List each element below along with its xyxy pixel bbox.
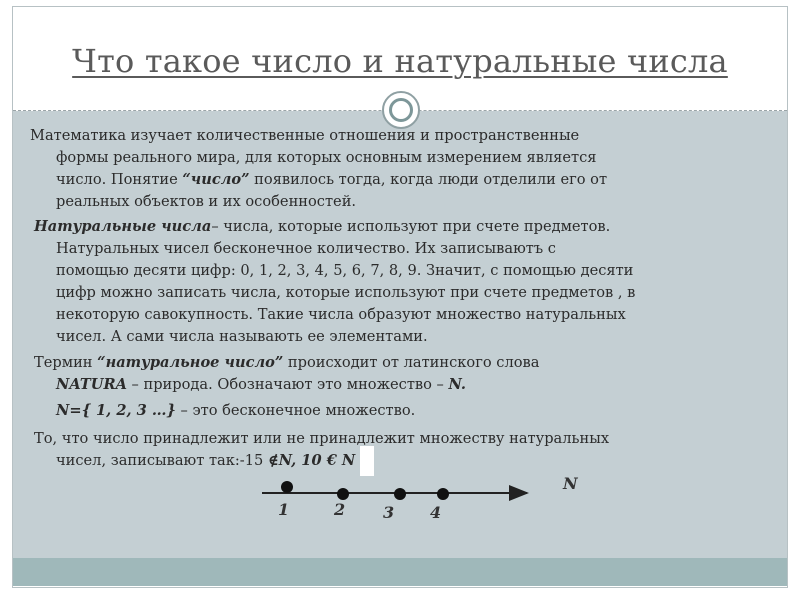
p3-natura: NATURA <box>56 376 127 393</box>
p2-line3: помощью десяти цифр: 0, 1, 2, 3, 4, 5, 6, 7, 8, 9. Значит, с помощью десяти <box>56 262 634 279</box>
number-line-label-3: 3 <box>383 503 395 522</box>
number-line-point-2 <box>337 488 349 500</box>
p4-line2-a: чисел, записывают так:-15 <box>56 452 268 469</box>
p2-line1-b: – числа, которые используют при счете предметов. <box>211 218 611 235</box>
p3-line2-b: – природа. Обозначают это множество – <box>126 376 449 393</box>
p3-line3-b: – это бесконечное множество. <box>175 402 416 419</box>
number-line-label-2: 2 <box>334 500 346 519</box>
p1-term-number: “число” <box>182 171 250 188</box>
number-line-point-1 <box>281 481 293 493</box>
p3-set-n: N. <box>448 376 466 393</box>
p2-line6: чисел. А сами числа называють ее элементами. <box>56 328 428 345</box>
p3-line1-a: Термин <box>34 354 98 371</box>
p1-line2: формы реального мира, для которых основным измерением является <box>56 149 597 166</box>
number-line-point-4 <box>437 488 449 500</box>
p2-term-natural: Натуральные числа <box>34 218 212 235</box>
slide-title: Что такое число и натуральные числа <box>72 42 728 80</box>
p2-line2: Натуральных чисел бесконечное количество. Их записываютъ с <box>56 240 556 257</box>
p4-line1: То, что число принадлежит или не принадлежит множеству натуральных <box>34 430 610 447</box>
number-line-label-4: 4 <box>430 503 442 522</box>
number-line-label-1: 1 <box>278 500 290 519</box>
p4-membership: ∉N, 10 € N <box>267 452 356 469</box>
number-line-point-3 <box>394 488 406 500</box>
p2-line5: некоторую савокупность. Такие числа образуют множество натуральных <box>56 306 626 323</box>
p1-line3-c: появилось тогда, когда люди отделили его от <box>249 171 608 188</box>
p1-line1: Математика изучает количественные отношения и пространственные <box>30 127 580 144</box>
p3-term: “натуральное число” <box>97 354 284 371</box>
p3-set-def: N={ 1, 2, 3 …} <box>56 402 176 419</box>
p1-line4: реальных объектов и их особенностей. <box>56 193 357 210</box>
p1-line3-a: число. Понятие <box>56 171 183 188</box>
number-line-set-label: N <box>563 474 578 493</box>
p2-line4: цифр можно записать числа, которые используют при счете предметов , в <box>56 284 636 301</box>
p3-line1-c: происходит от латинского слова <box>283 354 540 371</box>
